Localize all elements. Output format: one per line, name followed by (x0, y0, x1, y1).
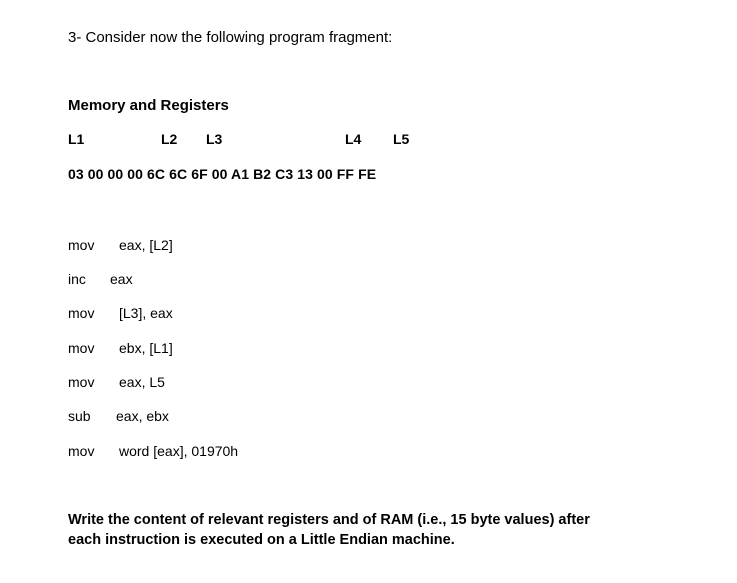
memory-bytes: 03 00 00 00 6C 6C 6F 00 A1 B2 C3 13 00 FF FE (68, 166, 377, 182)
task-instruction-line-2: each instruction is executed on a Little Endian machine. (68, 532, 455, 548)
memory-registers-heading: Memory and Registers (68, 97, 229, 114)
instruction-1-operands: eax, [L2] (119, 237, 173, 253)
instruction-3-operands: [L3], eax (119, 305, 173, 321)
label-l2: L2 (161, 131, 178, 147)
instruction-6-operands: eax, ebx (116, 408, 169, 424)
instruction-7-opcode: mov (68, 443, 95, 459)
instruction-2-opcode: inc (68, 271, 86, 287)
label-l4: L4 (345, 131, 362, 147)
instruction-5-operands: eax, L5 (119, 374, 165, 390)
instruction-5-opcode: mov (68, 374, 95, 390)
instruction-4-operands: ebx, [L1] (119, 340, 173, 356)
label-l1: L1 (68, 131, 85, 147)
instruction-2-operands: eax (110, 271, 133, 287)
instruction-4-opcode: mov (68, 340, 95, 356)
instruction-3-opcode: mov (68, 305, 95, 321)
task-instruction-line-1: Write the content of relevant registers and of RAM (i.e., 15 byte values) after (68, 512, 590, 528)
instruction-7-operands: word [eax], 01970h (119, 443, 239, 459)
label-l5: L5 (393, 131, 410, 147)
label-l3: L3 (206, 131, 223, 147)
instruction-6-opcode: sub (68, 408, 91, 424)
question-heading: 3- Consider now the following program fragment: (68, 29, 393, 46)
instruction-1-opcode: mov (68, 237, 95, 253)
